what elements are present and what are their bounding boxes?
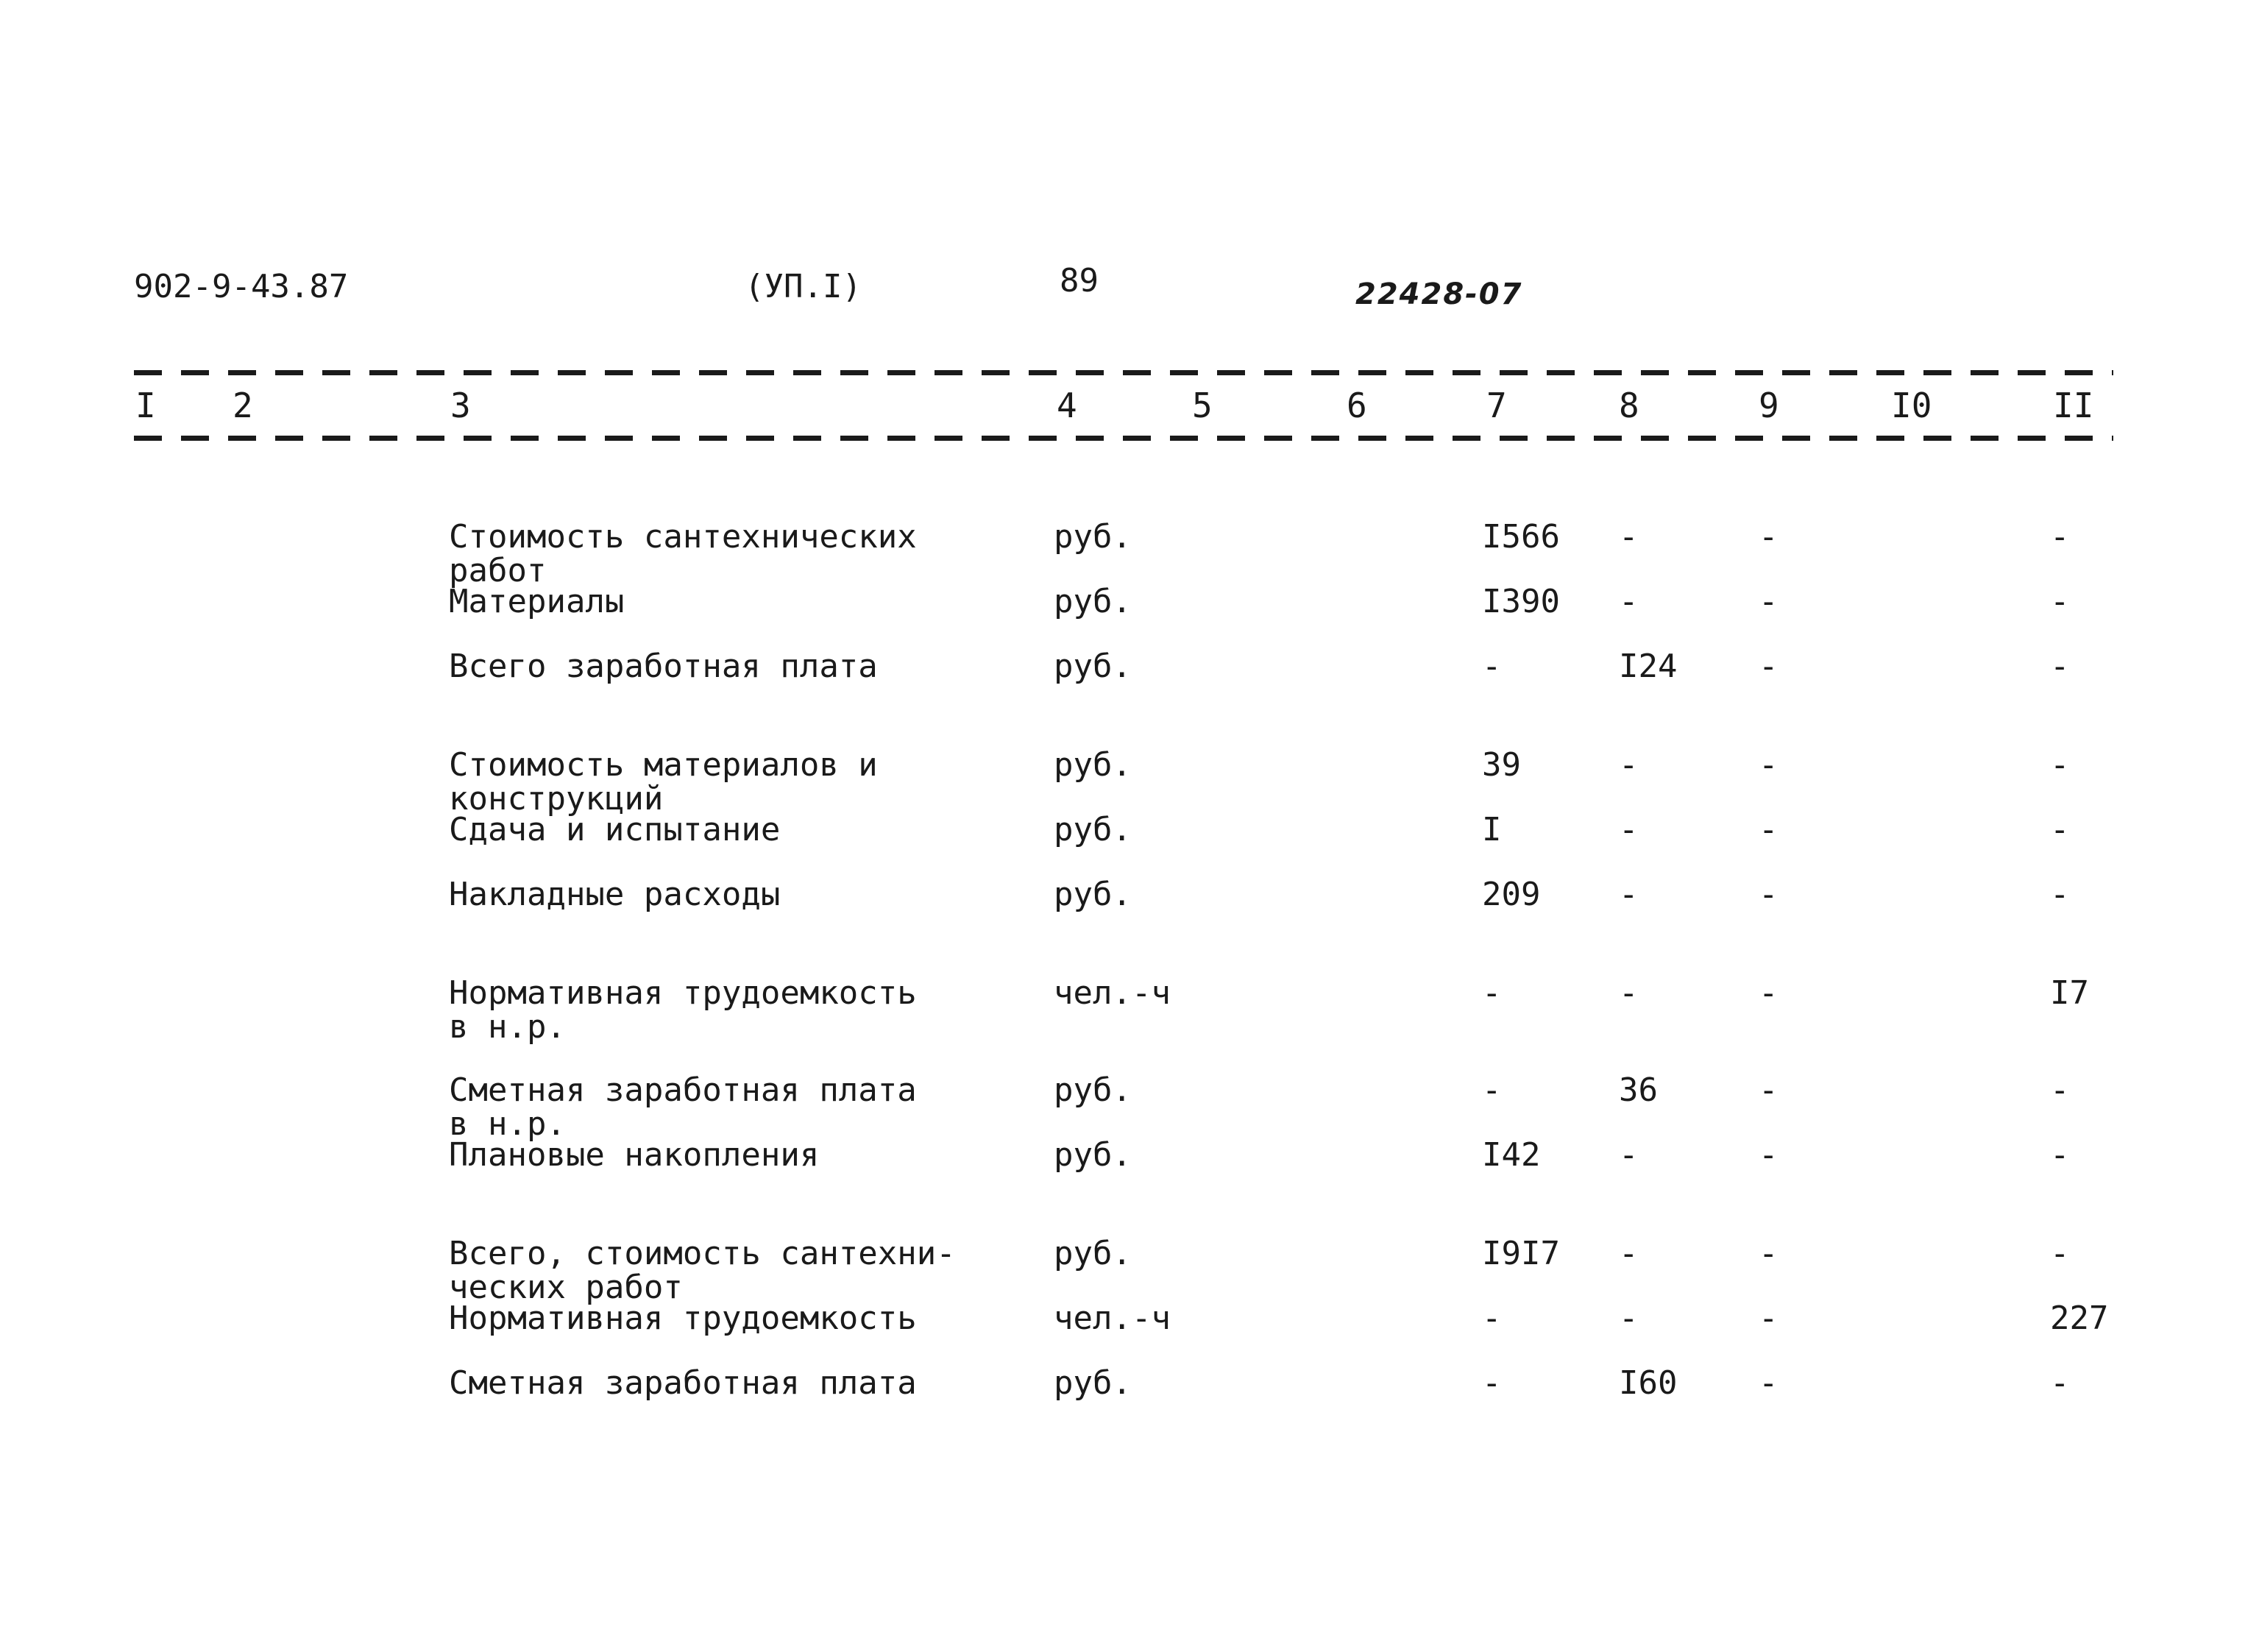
column-number-11: II xyxy=(2053,386,2094,425)
row-col7-value: - xyxy=(1482,1364,1502,1402)
table-row xyxy=(0,811,2259,848)
row-unit: чел.-ч xyxy=(1054,974,1171,1012)
column-number-6: 6 xyxy=(1347,386,1367,425)
row-col8-value: - xyxy=(1619,746,1639,784)
table-row xyxy=(0,583,2259,620)
row-col11-value: I7 xyxy=(2050,974,2089,1012)
column-number-5: 5 xyxy=(1192,386,1213,425)
row-col7-value: 209 xyxy=(1482,876,1541,913)
row-unit: руб. xyxy=(1054,876,1132,913)
row-unit: руб. xyxy=(1054,1136,1132,1174)
row-col9-value: - xyxy=(1759,746,1779,784)
row-col8-value: I60 xyxy=(1619,1364,1678,1402)
document-code: 902-9-43.87 xyxy=(134,268,349,305)
table-row xyxy=(0,876,2259,913)
row-col11-value: - xyxy=(2050,876,2070,913)
row-unit: руб. xyxy=(1054,583,1132,620)
row-col11-value: - xyxy=(2050,1136,2070,1174)
row-unit: руб. xyxy=(1054,648,1132,685)
row-unit: руб. xyxy=(1054,746,1132,784)
row-col7-value: - xyxy=(1482,974,1502,1012)
row-unit: руб. xyxy=(1054,1071,1132,1109)
row-description: Сметная заработная плата xyxy=(449,1364,917,1402)
row-col8-value: - xyxy=(1619,1235,1639,1272)
row-col9-value: - xyxy=(1759,518,1779,556)
row-unit: руб. xyxy=(1054,1364,1132,1402)
row-description: Плановые накопления xyxy=(449,1136,820,1174)
row-col9-value: - xyxy=(1759,811,1779,848)
row-col8-value: - xyxy=(1619,1300,1639,1337)
row-unit: чел.-ч xyxy=(1054,1300,1171,1337)
row-col9-value: - xyxy=(1759,974,1779,1012)
row-unit: руб. xyxy=(1054,1235,1132,1272)
section-number: (УП.I) xyxy=(745,268,862,305)
row-col11-value: 227 xyxy=(2050,1300,2109,1337)
row-col11-value: - xyxy=(2050,583,2070,620)
column-number-8: 8 xyxy=(1619,386,1639,425)
row-col7-value: - xyxy=(1482,1071,1502,1109)
row-col9-value: - xyxy=(1759,1136,1779,1174)
row-col8-value: - xyxy=(1619,811,1639,848)
row-unit: руб. xyxy=(1054,811,1132,848)
row-col7-value: I42 xyxy=(1482,1136,1541,1174)
row-col11-value: - xyxy=(2050,1235,2070,1272)
row-col7-value: I xyxy=(1482,811,1502,848)
row-col11-value: - xyxy=(2050,1364,2070,1402)
row-col8-value: - xyxy=(1619,1136,1639,1174)
column-number-4: 4 xyxy=(1057,386,1077,425)
column-number-3: 3 xyxy=(450,386,471,425)
row-description: Нормативная трудоемкость xyxy=(449,1300,917,1337)
row-col9-value: - xyxy=(1759,648,1779,685)
row-col8-value: - xyxy=(1619,518,1639,556)
row-unit: руб. xyxy=(1054,518,1132,556)
row-description: Стоимость сантехнических работ xyxy=(449,518,917,589)
row-col7-value: 39 xyxy=(1482,746,1521,784)
row-col8-value: - xyxy=(1619,583,1639,620)
row-col11-value: - xyxy=(2050,746,2070,784)
row-col7-value: I566 xyxy=(1482,518,1560,556)
row-description: Всего, стоимость сантехни- ческих работ xyxy=(449,1235,956,1306)
row-col8-value: - xyxy=(1619,974,1639,1012)
column-number-2: 2 xyxy=(233,386,253,425)
row-col8-value: - xyxy=(1619,876,1639,913)
row-description: Накладные расходы xyxy=(449,876,781,913)
column-number-7: 7 xyxy=(1486,386,1507,425)
table-row xyxy=(0,648,2259,685)
table-row xyxy=(0,1300,2259,1337)
row-col8-value: 36 xyxy=(1619,1071,1658,1109)
row-col9-value: - xyxy=(1759,876,1779,913)
row-col11-value: - xyxy=(2050,811,2070,848)
row-col9-value: - xyxy=(1759,1300,1779,1337)
table-row xyxy=(0,1235,2259,1306)
row-col7-value: I390 xyxy=(1482,583,1560,620)
column-number-10: I0 xyxy=(1891,386,1932,425)
row-col9-value: - xyxy=(1759,1071,1779,1109)
row-col11-value: - xyxy=(2050,518,2070,556)
row-description: Стоимость материалов и конструкций xyxy=(449,746,878,818)
row-description: Всего заработная плата xyxy=(449,648,878,685)
row-col7-value: I9I7 xyxy=(1482,1235,1560,1272)
row-col9-value: - xyxy=(1759,1364,1779,1402)
row-col8-value: I24 xyxy=(1619,648,1678,685)
row-col9-value: - xyxy=(1759,583,1779,620)
row-description: Нормативная трудоемкость в н.р. xyxy=(449,974,917,1046)
row-col11-value: - xyxy=(2050,648,2070,685)
column-number-9: 9 xyxy=(1759,386,1779,425)
row-col11-value: - xyxy=(2050,1071,2070,1109)
row-col9-value: - xyxy=(1759,1235,1779,1272)
row-description: Сметная заработная плата в н.р. xyxy=(449,1071,917,1143)
row-col7-value: - xyxy=(1482,1300,1502,1337)
column-number-1: I xyxy=(135,386,156,425)
row-description: Материалы xyxy=(449,583,625,620)
row-col7-value: - xyxy=(1482,648,1502,685)
table-row xyxy=(0,1071,2259,1143)
inventory-stamp: 22428-07 xyxy=(1355,277,1523,311)
row-description: Сдача и испытание xyxy=(449,811,781,848)
page-number: 89 xyxy=(1060,262,1099,299)
